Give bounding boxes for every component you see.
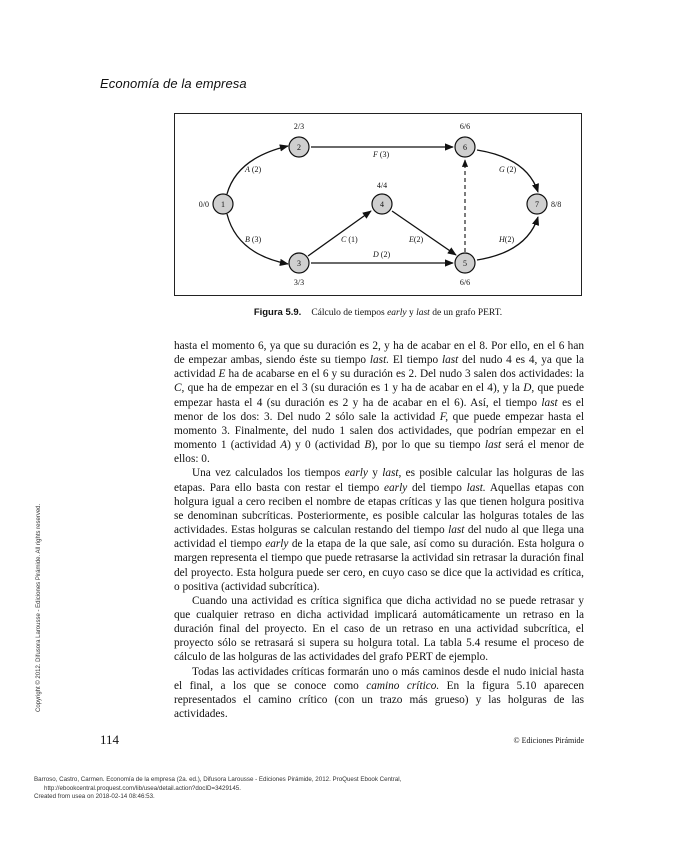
pert-figure [174, 113, 582, 296]
svg-text:2: 2 [297, 143, 301, 152]
citation-url[interactable]: http://ebookcentral.proquest.com/lib/usea/detail.action?docID=3429145. [44, 784, 241, 792]
activity-f: F (3) [373, 150, 390, 159]
activity-b: B (3) [245, 235, 262, 244]
node-2 [289, 137, 309, 157]
citation-block [34, 776, 401, 802]
svg-text:3: 3 [297, 259, 301, 268]
edge-c [308, 211, 371, 256]
body-text [174, 339, 584, 721]
running-title: Economía de la empresa [100, 76, 247, 91]
time-node-2: 2/3 [293, 122, 305, 131]
paragraph-1: hasta el momento 6, ya que su duración es 2, y ha de acabar en el 8. Por ello, en el 6 han de empezar ambas, siendo éste su tiempo last. El tiempo last del nudo 4 es 4, ya que la actividad E ha de acabarse en el 6 y su duración es 2. Del nudo 3 salen dos actividades: la C, que ha de empezar en el 3 (su duración es 1 y ha de acabar en el 4), y la D, que puede empezar hasta el 4 (su duración es 2 y ha de acabar en el 6). Así, el tiempo last es el menor de los dos: 3. Del nudo 2 sólo sale la actividad F, que puede empezar hasta el momento 3. Finalmente, del nudo 1 salen dos actividades, que podrían empezar en el momento 1 (actividad A) y 0 (actividad B), por lo que su tiempo last será el menor de ellos: 0. [174, 340, 585, 466]
activity-d: D (2) [373, 250, 391, 259]
paragraph-3: Cuando una actividad es crítica significa que dicha actividad no se puede retrasar y que cualquier retraso en dicha actividad implicará automáticamente un retraso en la duración final del proyecto. En el caso de un retraso en una actividad subcrítica, el proyecto sólo se retrasará si supera su holgura total. La tabla 5.4 resume el proceso de cálculo de las holguras de las actividades del grafo PERT de ejemplo. [174, 594, 584, 664]
node-6 [455, 137, 475, 157]
activity-a: A (2) [245, 165, 262, 174]
caption-label: Figura 5.9. [253, 307, 302, 318]
time-node-7: 8/8 [551, 200, 562, 209]
time-node-1: 0/0 [198, 200, 209, 209]
citation-created: Created from usea on 2018-02-14 08:46:53. [34, 793, 155, 801]
activity-e: E(2) [409, 235, 424, 244]
svg-text:7: 7 [535, 200, 539, 209]
svg-text:6: 6 [463, 143, 467, 152]
citation-line-1: Barroso, Castro, Carmen. Economía de la empresa (2a. ed.), Difusora Larousse - Ediciones Pirámide, 2012. ProQuest Ebook Central, [34, 776, 402, 783]
activity-g: G (2) [499, 165, 517, 174]
node-1 [213, 194, 233, 214]
side-copyright: Copyright © 2012. Difusora Larousse - Ediciones Pirámide. All rights reserved. [36, 503, 42, 712]
svg-text:5: 5 [463, 259, 467, 268]
paragraph-4: Todas las actividades críticas formarán uno o más caminos desde el nudo inicial hasta el final, a los que se conoce como camino crítico. En la figura 5.10 aparecen representados el camino crítico (con un trazo más grueso) y las holguras de las actividades. [174, 665, 584, 721]
paragraph-2: Una vez calculados los tiempos early y last, es posible calcular las holguras de las etapas. Para ello basta con restar el tiempo early del tiempo last. Aquellas etapas con holgura igual a cero reciben el nombre de etapas críticas y las que tienen holgura positiva se denominan subcríticas. Posteriormente, es posible calcular las holguras totales de las actividades. Estas holguras se calculan restando del tiempo last del nudo al que llega una actividad el tiempo early de la etapa de la que sale, así como su duración. Esta holgura o margen representa el tiempo que puede retrasarse la actividad sin retrasar la duración final del proyecto. Esta holgura puede ser cero, en cuyo caso se dice que la actividad es crítica, o positiva (actividad subcrítica). [174, 467, 585, 593]
activity-c: C (1) [341, 235, 358, 244]
svg-text:4: 4 [380, 200, 384, 209]
time-node-4: 4/4 [376, 181, 388, 190]
time-node-6: 6/6 [459, 122, 471, 131]
caption-text: Cálculo de tiempos early y last de un grafo PERT. [311, 308, 503, 318]
node-3 [289, 253, 309, 273]
figure-caption [174, 307, 582, 318]
node-5 [455, 253, 475, 273]
activity-h: H(2) [499, 235, 515, 244]
time-node-3: 3/3 [293, 278, 305, 287]
node-7 [527, 194, 547, 214]
publisher-mark: © Ediciones Pirámide [513, 736, 584, 745]
time-node-5: 6/6 [459, 278, 471, 287]
page-number: 114 [100, 732, 120, 747]
pert-graph [175, 114, 583, 297]
svg-text:1: 1 [221, 200, 225, 209]
edge-e [392, 211, 456, 255]
node-4 [372, 194, 392, 214]
